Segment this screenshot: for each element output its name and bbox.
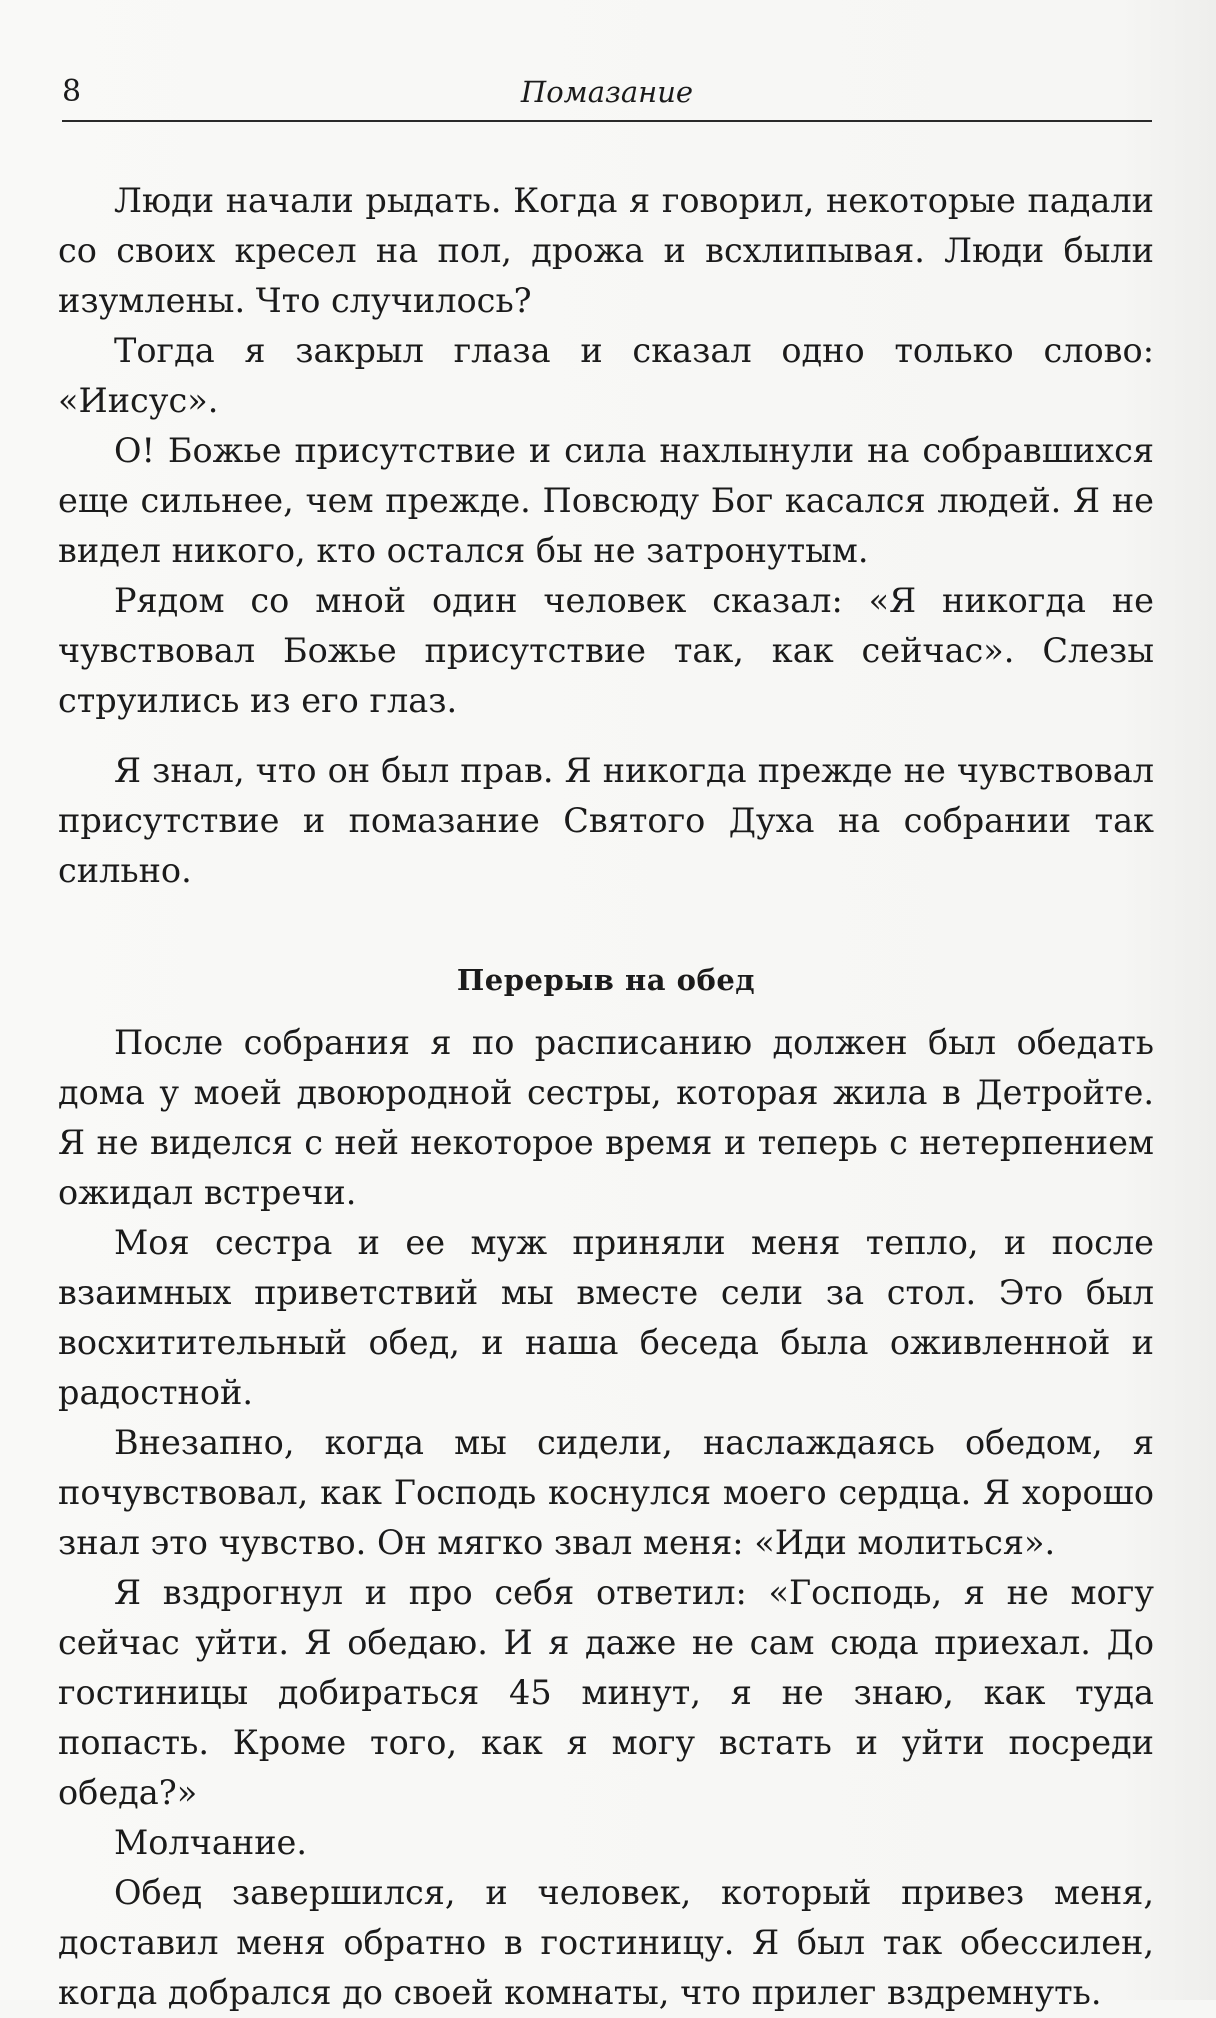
running-head-title: Помазание	[520, 75, 694, 109]
paragraph: Моя сестра и ее муж приняли меня тепло, и после взаимных приветствий мы вместе сели за стол. Это был восхитительный обед, и наша беседа была оживленной и радостной.	[58, 1223, 1154, 1412]
running-head	[62, 72, 1152, 122]
paragraph: Внезапно, когда мы сидели, наслаждаясь обедом, я почувствовал, как Господь коснулся моего сердца. Я хорошо знал это чувство. Он мягко звал меня: «Иди молиться».	[58, 1423, 1154, 1562]
paragraph: Люди начали рыдать. Когда я говорил, некоторые падали со своих кресел на пол, дрожа и всхлипывая. Люди были изумлены. Что случилось?	[58, 181, 1154, 320]
paragraph: После собрания я по расписанию должен был обедать дома у моей двоюродной сестры, которая жила в Детройте. Я не виделся с ней некоторое время и теперь с нетерпением ожидал встречи.	[58, 1023, 1154, 1212]
paragraph: Я вздрогнул и про себя ответил: «Господь, я не могу сейчас уйти. Я обедаю. И я даже не сам сюда приехал. До гостиницы добираться 45 минут, я не знаю, как туда попасть. Кроме того, как я могу встать и уйти посреди обеда?»	[58, 1573, 1154, 1812]
paragraph: Обед завершился, и человек, который привез меня, доставил меня обратно в гостиницу. Я был так обессилен, когда добрался до своей комнаты, что прилег вздремнуть.	[58, 1873, 1154, 2012]
paragraph: Рядом со мной один человек сказал: «Я никогда не чувствовал Божье присутствие так, как сейчас». Слезы струились из его глаз.	[58, 581, 1154, 720]
paragraph: Я знал, что он был прав. Я никогда прежде не чувствовал присутствие и помазание Святого Духа на собрании так сильно.	[58, 751, 1154, 890]
body-text	[58, 176, 1154, 2018]
paragraph: Молчание.	[114, 1823, 308, 1862]
paragraph: О! Божье присутствие и сила нахлынули на собравшихся еще сильнее, чем прежде. Повсюду Бог касался людей. Я не видел никого, кто остался бы не затронутым.	[58, 431, 1154, 570]
section-heading: Перерыв на обед	[456, 963, 756, 997]
paragraph: Тогда я закрыл глаза и сказал одно только слово: «Иисус».	[58, 331, 1154, 420]
page-number: 8	[62, 74, 82, 109]
